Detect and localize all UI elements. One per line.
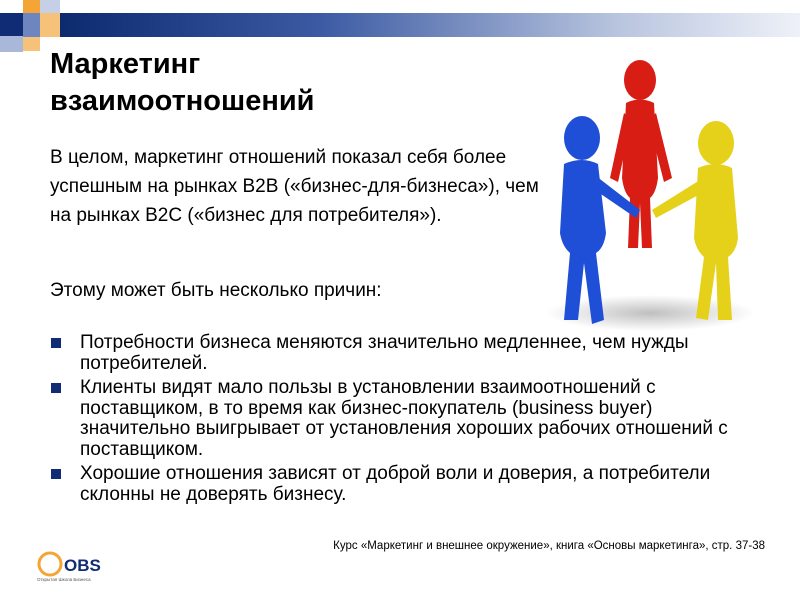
list-item (50, 464, 760, 505)
list-item (50, 378, 760, 460)
header-gradient-bar (60, 13, 800, 37)
list-item-text: Потребности бизнеса меняются значительно медленнее, чем нужды потребителей. (80, 332, 689, 374)
decor-square (40, 13, 60, 37)
list-item-text: Хорошие отношения зависят от доброй воли и доверия, а потребители склонны не доверять бизнесу. (80, 463, 711, 505)
reasons-lead: Этому может быть несколько причин: (50, 280, 382, 301)
square-bullet-icon (51, 469, 61, 479)
logo-subtitle: Открытая Школа Бизнеса (37, 577, 91, 582)
intro-paragraph: В целом, маркетинг отношений показал себя более успешным на рынках B2B («бизнес-для-бизнеса»), чем на рынках B2C («бизнес для потребителя»). (50, 147, 539, 226)
logo-text: OBS (64, 556, 101, 575)
square-bullet-icon (51, 383, 61, 393)
decor-square (0, 13, 23, 36)
slide-title: Маркетинг взаимоотношений (50, 48, 315, 117)
list-item-text: Клиенты видят мало пользы в установлении взаимоотношений с поставщиком, в то время как бизнес-покупатель (business buyer) значительно выигрывает от установления хороших рабочих отношений с поставщиком. (80, 377, 728, 460)
red-figure (610, 60, 672, 248)
people-holding-hands-icon (540, 58, 762, 332)
decor-square (40, 0, 60, 13)
source-citation: Курс «Маркетинг и внешнее окружение», книга «Основы маркетинга», стр. 37-38 (333, 540, 765, 552)
square-bullet-icon (51, 338, 61, 348)
list-item (50, 333, 760, 374)
obs-logo (37, 551, 103, 583)
reasons-list (50, 333, 760, 509)
decor-square (0, 36, 23, 52)
decor-square (23, 37, 40, 51)
decor-square (23, 0, 40, 13)
decor-square (23, 13, 40, 37)
